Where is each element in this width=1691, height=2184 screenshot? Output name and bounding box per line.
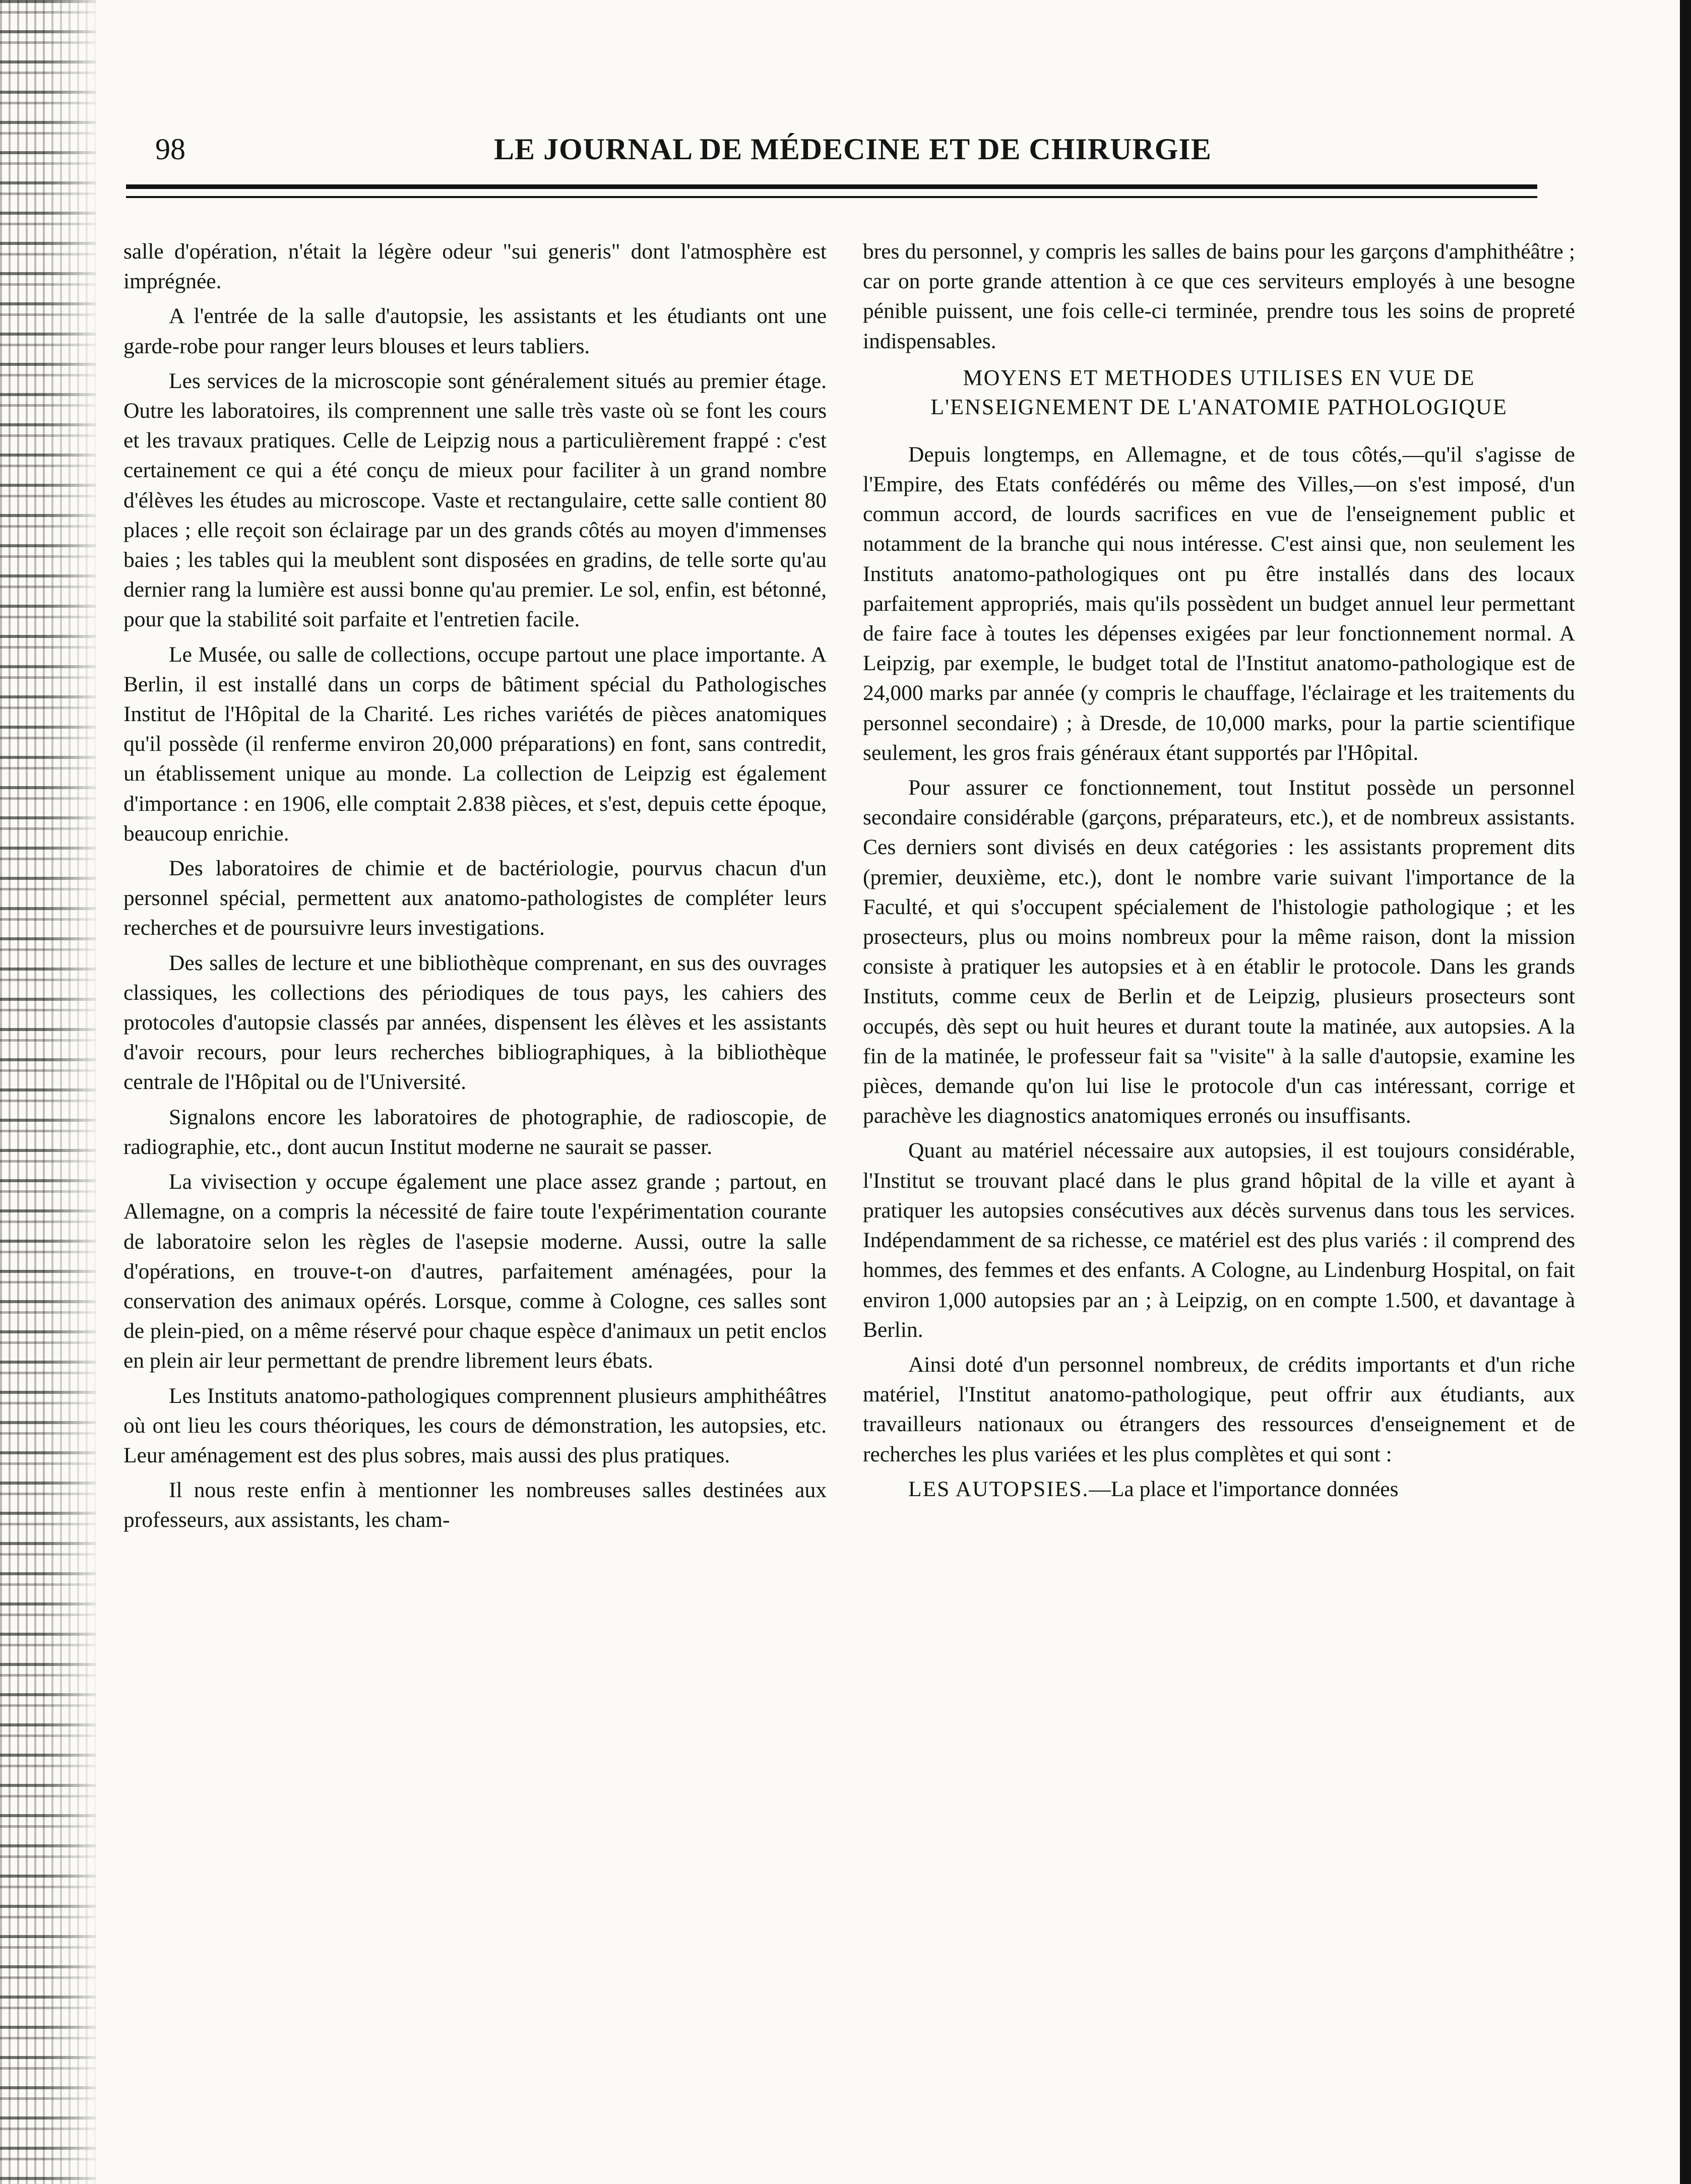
paragraph: La vivisection y occupe également une place assez grande ; partout, en Allemagne, on a compris la nécessité de faire toute l'expérimentation courante de laboratoire selon les règles de l'asepsie moderne. Aussi, outre la salle d'opérations, en trouve-t-on d'autres, parfaitement aménagées, pour la conservation des animaux opérés. Lorsque, comme à Cologne, ces salles sont de plein-pied, on a même réservé pour chaque espèce d'animaux un petit enclos en plein air leur permettant de prendre librement leurs ébats.: [123, 1170, 827, 1373]
paragraph: Il nous reste enfin à mentionner les nombreuses salles destinées aux professeurs, aux assistants, les cham-: [123, 1478, 827, 1532]
right-column: [863, 237, 1575, 1509]
paragraph: Signalons encore les laboratoires de photographie, de radioscopie, de radiographie, etc., dont aucun Institut moderne ne saurait se passer.: [123, 1105, 827, 1159]
page-number: 98: [155, 133, 185, 166]
paragraph: Le Musée, ou salle de collections, occupe partout une place importante. A Berlin, il est installé dans un corps de bâtiment spécial du Pathologisches Institut de l'Hôpital de la Charité. Les riches variétés de pièces anatomiques qu'il possède (il renferme environ 20,000 préparations) en font, sans contredit, un établissement unique au monde. La collection de Leipzig est également d'importance : en 1906, elle comptait 2.838 pièces, et s'est, depuis cette époque, beaucoup enrichie.: [123, 642, 827, 846]
header-rule-thick: [126, 184, 1537, 189]
paragraph: salle d'opération, n'était la légère odeur "sui generis" dont l'atmosphère est imprégnée.: [123, 239, 827, 294]
paragraph: A l'entrée de la salle d'autopsie, les assistants et les étudiants ont une garde-robe pour ranger leurs blouses et leurs tabliers.: [123, 304, 827, 358]
paragraph: Depuis longtemps, en Allemagne, et de tous côtés,—qu'il s'agisse de l'Empire, des Etats confédérés ou même des Villes,—on s'est imposé, d'un commun accord, de lourds sacrifices en vue de l'enseignement public et notamment de la branche qui nous intéresse. C'est ainsi que, non seulement les Instituts anatomo-pathologiques ont pu être installés dans des locaux parfaitement appropriés, mais qu'ils possèdent un budget annuel leur permettant de faire face à toutes les dépenses exigées par leur fonctionnement normal. A Leipzig, par exemple, le budget total de l'Institut anatomo-pathologique est de 24,000 marks par année (y compris le chauffage, l'éclairage et les traitements du personnel secondaire) ; à Dresde, de 10,000 marks, pour la partie scientifique seulement, les gros frais généraux étant supportés par l'Hôpital.: [863, 442, 1575, 765]
paragraph: Quant au matériel nécessaire aux autopsies, il est toujours considérable, l'Institut se trouvant placé dans le plus grand hôpital de la ville et ayant à pratiquer les autopsies consécutives aux décès survenus dans tous les services. Indépendamment de sa richesse, ce matériel est des plus variés : il comprend des hommes, des femmes et des enfants. A Cologne, au Lindenburg Hospital, on fait environ 1,000 autopsies par an ; à Leipzig, on en compte 1.500, et davantage à Berlin.: [863, 1138, 1575, 1342]
section-heading: MOYENS ET METHODES UTILISES EN VUE DE L'ENSEIGNEMENT DE L'ANATOMIE PATHOLOGIQUE: [930, 365, 1508, 419]
left-column: [123, 237, 827, 1540]
paragraph: Pour assurer ce fonctionnement, tout Institut possède un personnel secondaire considérable (garçons, préparateurs, etc.), et de nombreux assistants. Ces derniers sont divisés en deux catégories : les assistants proprement dits (premier, deuxième, etc.), dont le nombre varie suivant l'importance de la Faculté, et qui s'occupent spécialement de l'histologie pathologique ; et les prosecteurs, plus ou moins nombreux pour la même raison, dont la mission consiste à pratiquer les autopsies et à en établir le protocole. Dans les grands Instituts, comme ceux de Berlin et de Leipzig, plusieurs prosecteurs sont occupés, dès sept ou huit heures et durant toute la matinée, aux autopsies. A la fin de la matinée, le professeur fait sa "visite" à la salle d'autopsie, examine les pièces, demande qu'on lui lise le protocole d'un cas intéressant, corrige et parachève les diagnostics anatomiques erronés ou insuffisants.: [863, 776, 1575, 1128]
run-in-heading: LES AUTOPSIES.: [908, 1476, 1089, 1501]
paragraph-text: —La place et l'importance données: [1089, 1476, 1399, 1501]
paragraph: Ainsi doté d'un personnel nombreux, de crédits importants et d'un riche matériel, l'Institut anatomo-pathologique, peut offrir aux étudiants, aux travailleurs nationaux ou étrangers des ressources d'enseignement et de recherches les plus variées et les plus complètes et qui sont :: [863, 1352, 1575, 1466]
paragraph: Les Instituts anatomo-pathologiques comprennent plusieurs amphithéâtres où ont lieu les cours théoriques, les cours de démonstration, les autopsies, etc. Leur aménagement est des plus sobres, mais aussi des plus pratiques.: [123, 1383, 827, 1467]
paragraph: Des laboratoires de chimie et de bactériologie, pourvus chacun d'un personnel spécial, permettent aux anatomo-pathologistes de compléter leurs recherches et de poursuivre leurs investigations.: [123, 856, 827, 940]
journal-title: LE JOURNAL DE MÉDECINE ET DE CHIRURGIE: [494, 133, 1212, 166]
scanned-binding-edge: [1680, 0, 1691, 2184]
scanned-page-edge: [0, 0, 96, 2184]
header-rule-thin: [126, 196, 1537, 198]
paragraph: bres du personnel, y compris les salles de bains pour les garçons d'amphithéâtre ; car on porte grande attention à ce que ces serviteurs employés à une besogne pénible puissent, une fois celle-ci terminée, prendre tous les soins de propreté indispensables.: [863, 239, 1575, 353]
paragraph-autopsies: [863, 1474, 1575, 1504]
paragraph: Les services de la microscopie sont généralement situés au premier étage. Outre les laboratoires, ils comprennent une salle très vaste où se font les cours et les travaux pratiques. Celle de Leipzig nous a particulièrement frappé : c'est certainement ce qui a été conçu de mieux pour faciliter à un grand nombre d'élèves les études au microscope. Vaste et rectangulaire, cette salle contient 80 places ; elle reçoit son éclairage par un des grands côtés au moyen d'immenses baies ; les tables qui la meublent sont disposées en gradins, de telle sorte qu'au dernier rang la lumière est aussi bonne qu'au premier. Le sol, enfin, est bétonné, pour que la stabilité soit parfaite et l'entretien facile.: [123, 368, 827, 632]
paragraph: Des salles de lecture et une bibliothèque comprenant, en sus des ouvrages classiques, les collections des périodiques de tous pays, les cahiers des protocoles d'autopsie classés par années, dispensent les élèves et les assistants d'avoir recours, pour leurs recherches bibliographiques, à la bibliothèque centrale de l'Hôpital ou de l'Université.: [123, 950, 827, 1095]
